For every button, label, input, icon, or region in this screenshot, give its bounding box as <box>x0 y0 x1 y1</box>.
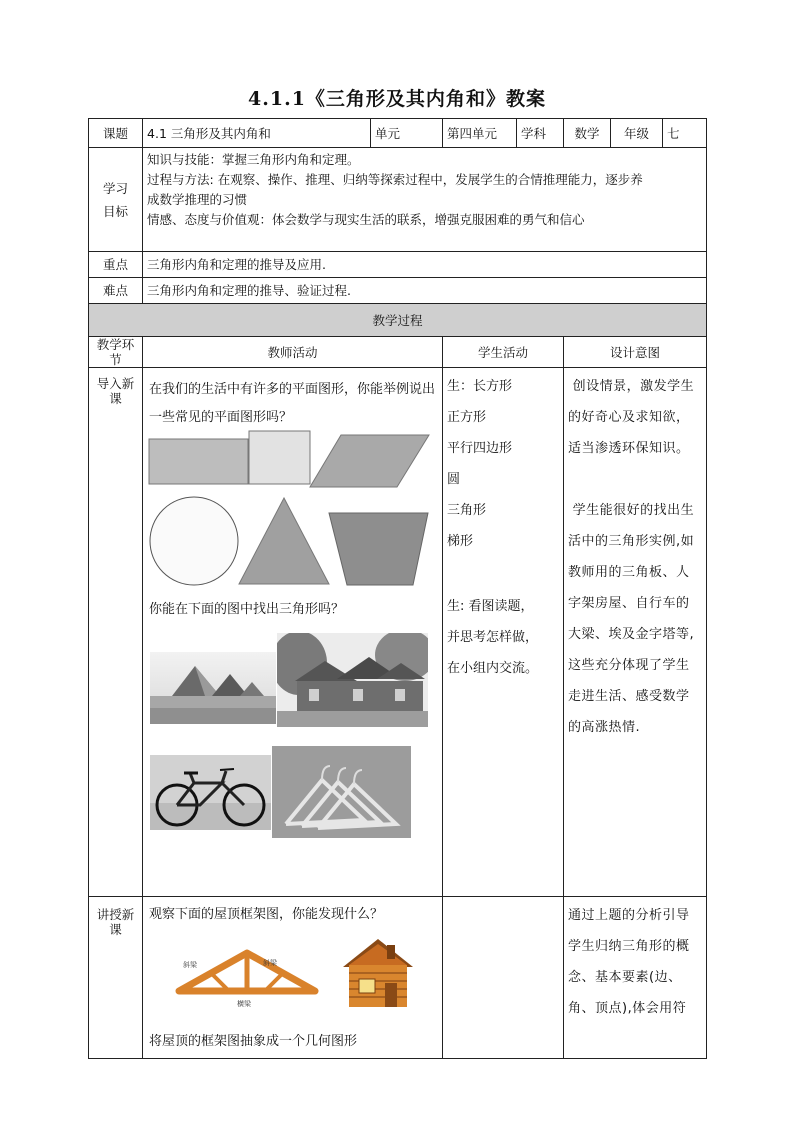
key-point-text: 三角形内角和定理的推导及应用. <box>143 252 707 278</box>
student-answer-4: 圆 <box>447 472 461 487</box>
student-answer-1: 生：长方形 <box>447 379 513 394</box>
teacher-activity-teaching <box>143 897 443 1059</box>
objective-attitude: 情感、态度与价值观：体会数学与现实生活的联系，增强克服困难的勇气和信心 <box>147 212 585 227</box>
student-answer-5: 三角形 <box>447 503 487 518</box>
truss-label-left: 斜梁 <box>183 961 198 969</box>
student-answer-6: 梯形 <box>447 534 474 549</box>
parallelogram-shape <box>310 435 429 487</box>
pyramids-photo <box>150 652 276 724</box>
grade-label: 年级 <box>611 119 663 148</box>
lesson-plan-table <box>88 118 707 1059</box>
key-point-label: 重点 <box>89 252 143 278</box>
square-shape <box>249 431 310 484</box>
teacher-q1a: 在我们的生活中有许多的平面图形，你能举例说出 <box>149 382 436 397</box>
objective-process-cont: 成数学推理的习惯 <box>147 192 248 207</box>
wooden-house-icon <box>337 935 419 1013</box>
objective-process: 过程与方法: 在观察、操作、推理、归纳等探索过程中，发展学生的合情推理能力，逐步养 <box>147 172 643 187</box>
difficulty-label: 难点 <box>89 278 143 304</box>
roof-truss-diagram <box>171 947 321 1009</box>
objective-knowledge: 知识与技能：掌握三角形内角和定理。 <box>147 152 360 167</box>
rectangle-shape <box>149 439 248 484</box>
triangle-shape <box>239 498 329 584</box>
trapezoid-shape <box>329 513 428 585</box>
teacher-teaching-q2: 将屋顶的框架图抽象成一个几何图形 <box>149 1034 358 1049</box>
stage-teaching: 讲授新课 <box>89 897 143 1059</box>
hangers-photo <box>272 746 411 838</box>
teacher-q2: 你能在下面的图中找出三角形吗？ <box>149 602 345 617</box>
objectives-content <box>143 148 707 252</box>
plane-shapes <box>143 430 443 592</box>
subject-label: 学科 <box>517 119 564 148</box>
truss-label-right: 斜梁 <box>263 959 278 967</box>
bicycle-photo <box>150 755 271 830</box>
course-label: 课题 <box>89 119 143 148</box>
difficulty-text: 三角形内角和定理的推导、验证过程. <box>143 278 707 304</box>
stage-intro: 导入新课 <box>89 368 143 897</box>
house-photo <box>277 633 428 727</box>
teacher-teaching-q1: 观察下面的屋顶框架图，你能发现什么？ <box>149 907 384 922</box>
design-intent-intro: 创设情景，激发学生的好奇心及求知欲，适当渗透环保知识。 学生能很好的找出生活中的三角形实例,如教师用的三角板、人字架房屋、自行车的大梁、埃及金字塔等,这些充分体现了学生走进生活、感受数学的高涨热情. <box>564 368 707 897</box>
subject-value: 数学 <box>564 119 611 148</box>
truss-label-bottom: 横梁 <box>237 1000 252 1008</box>
student-task-3: 在小组内交流。 <box>447 661 539 676</box>
objectives-label-1: 学习 <box>103 180 129 196</box>
student-task-1: 生: 看图读题， <box>447 599 534 614</box>
unit-label: 单元 <box>371 119 443 148</box>
col-teacher: 教师活动 <box>143 337 443 368</box>
design-intent-teaching: 通过上题的分析引导学生归纳三角形的概念、基本要素(边、角、顶点),体会用符 <box>564 897 707 1059</box>
course-value: 4.1 三角形及其内角和 <box>143 119 371 148</box>
student-activity-teaching <box>443 897 564 1059</box>
grade-value: 七 <box>663 119 707 148</box>
circle-shape <box>150 497 238 585</box>
teacher-activity-intro <box>143 368 443 897</box>
col-design: 设计意图 <box>564 337 707 368</box>
document-title: 4.1.1《三角形及其内角和》教案 <box>248 88 546 110</box>
unit-value: 第四单元 <box>443 119 517 148</box>
process-header: 教学过程 <box>89 304 707 337</box>
student-task-2: 并思考怎样做， <box>447 630 539 645</box>
student-answer-3: 平行四边形 <box>447 441 513 456</box>
col-stage: 教学环节 <box>89 337 143 368</box>
teacher-q1b: 一些常见的平面图形吗？ <box>149 410 293 425</box>
student-activity-intro <box>443 368 564 897</box>
objectives-label <box>89 148 143 252</box>
objectives-label-2: 目标 <box>103 203 129 219</box>
student-answer-2: 正方形 <box>447 410 487 425</box>
col-student: 学生活动 <box>443 337 564 368</box>
teacher-intro-question <box>149 376 443 432</box>
